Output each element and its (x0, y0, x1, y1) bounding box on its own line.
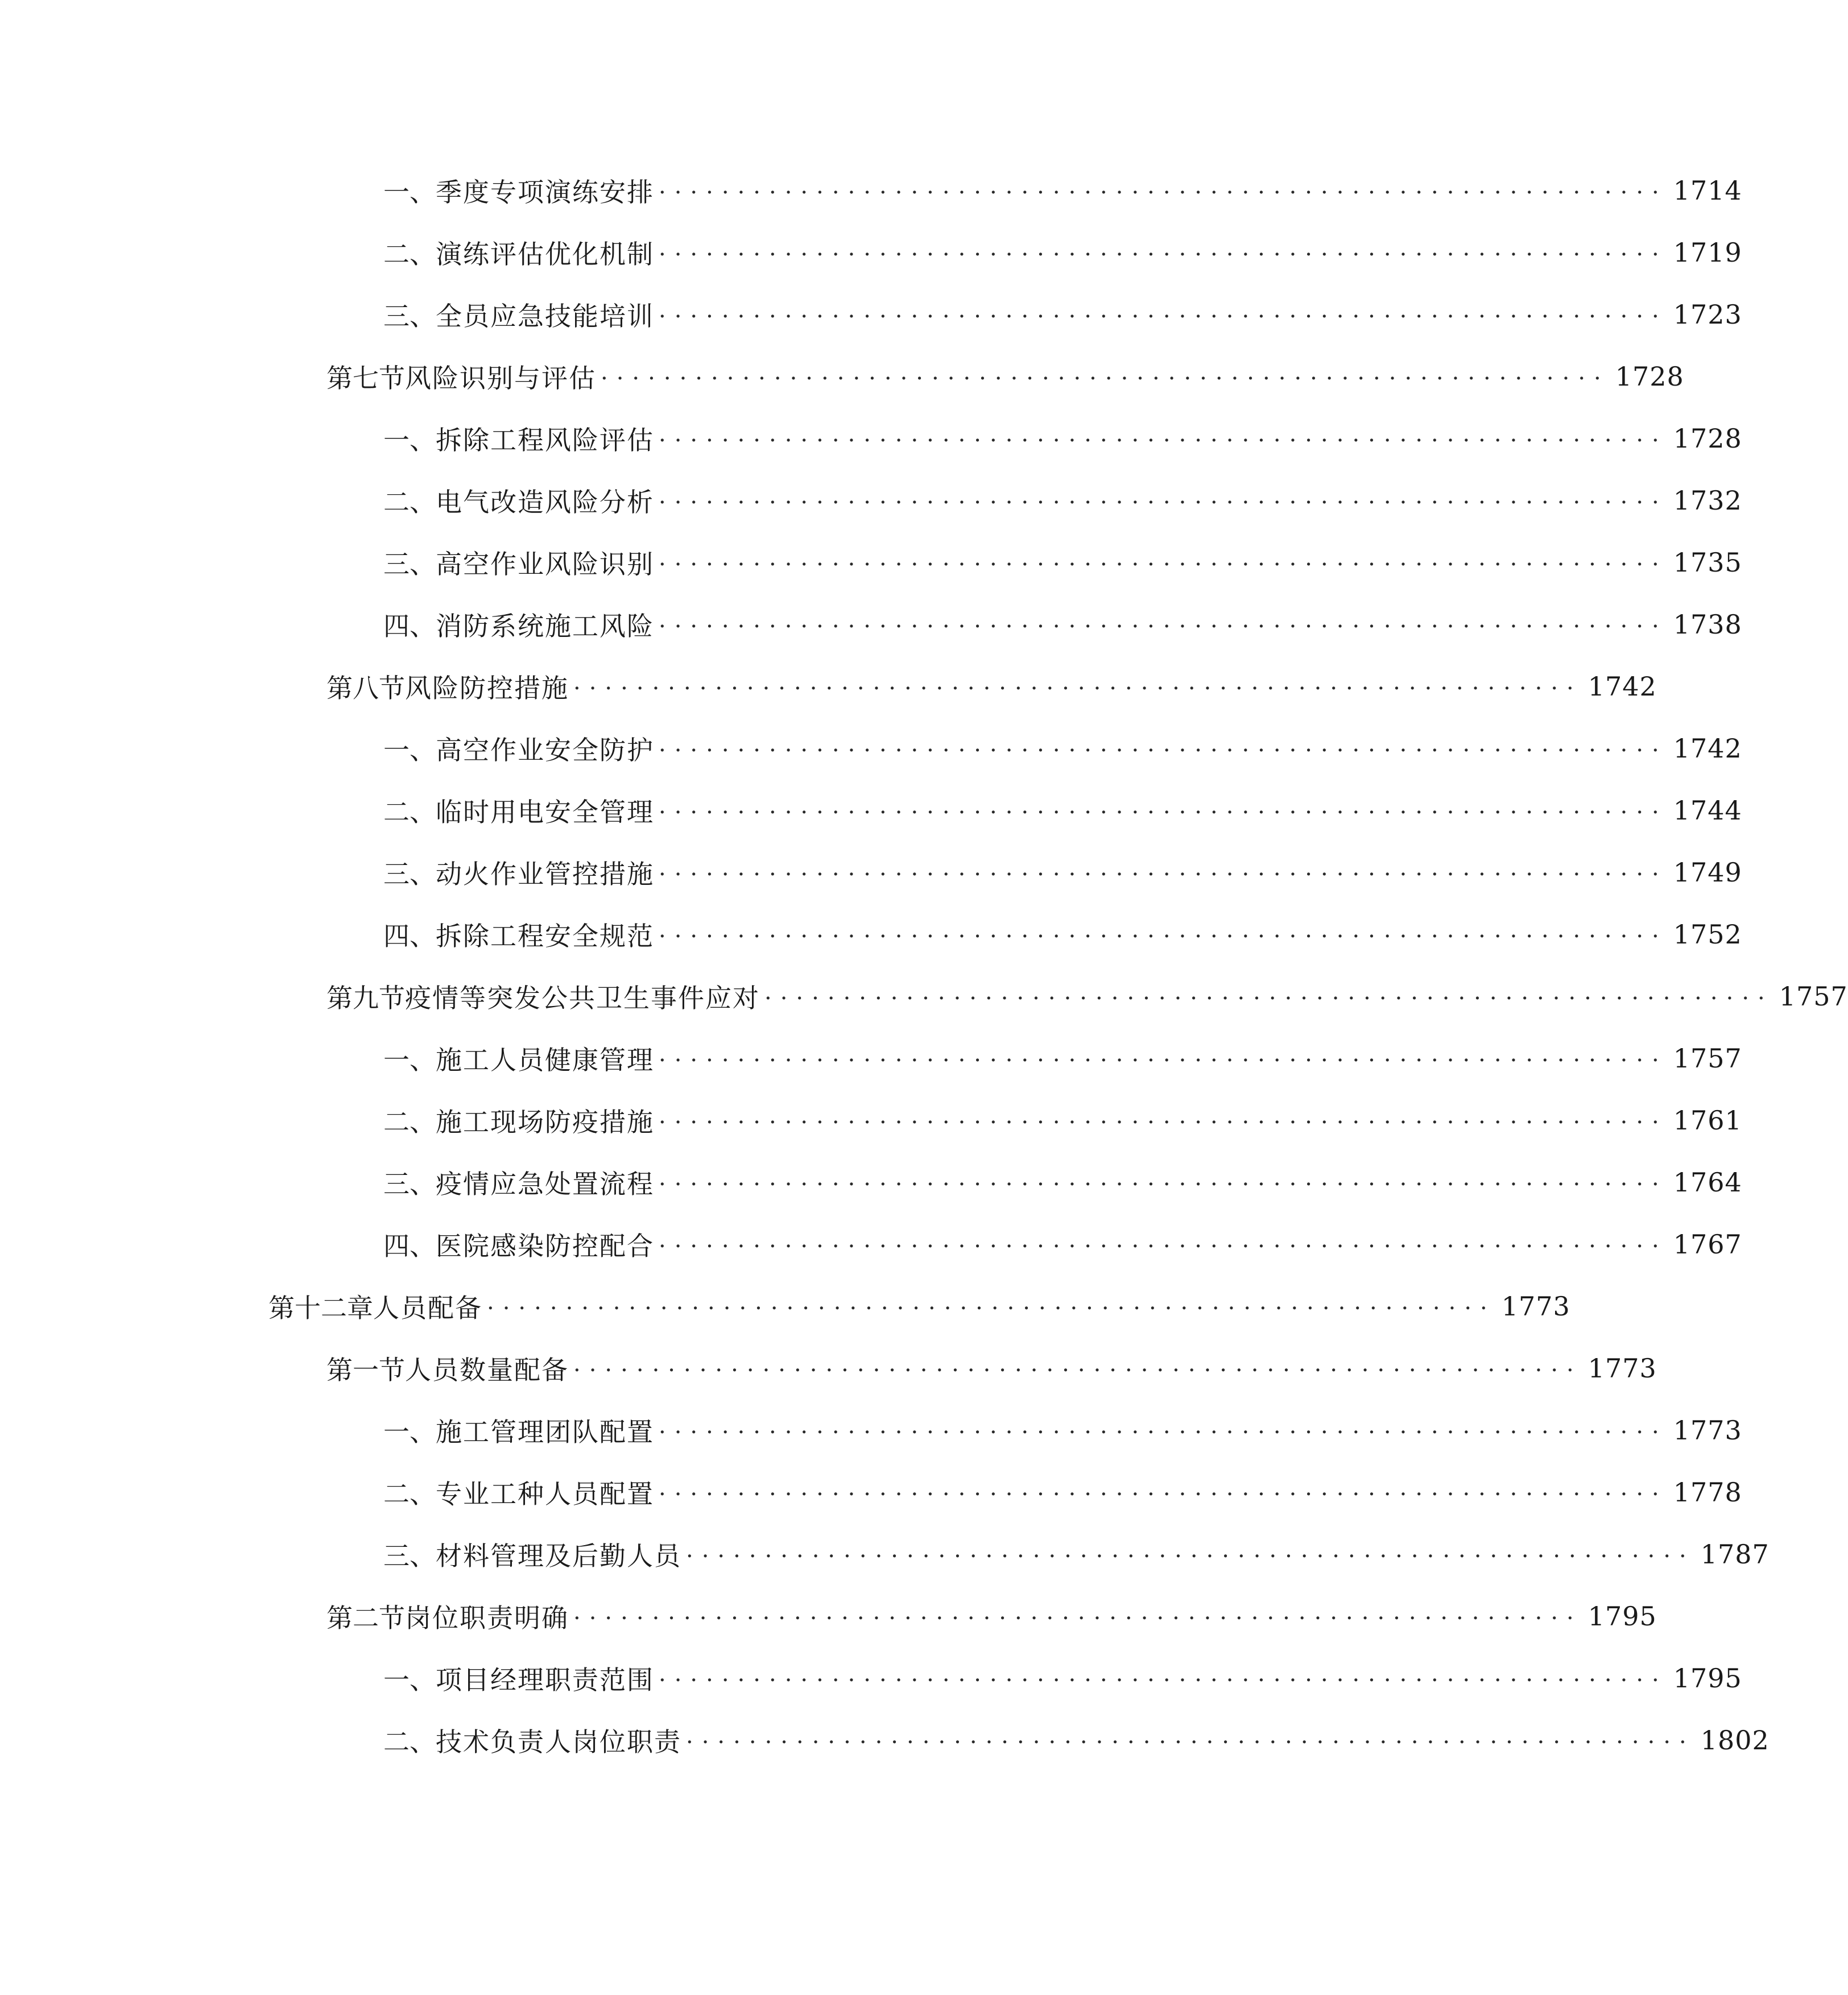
toc-entry-marker: 二、 (383, 1727, 436, 1757)
dot-leader: ································································ (659, 1172, 1668, 1198)
toc-entry[interactable] (0, 1346, 1657, 1391)
toc-entry-page: 1778 (1673, 1477, 1742, 1508)
toc-entry[interactable] (0, 1408, 1742, 1453)
dot-leader: ································································ (686, 1729, 1695, 1756)
toc-entry-marker: 一、 (383, 1417, 436, 1447)
toc-entry-page: 1773 (1673, 1415, 1742, 1446)
toc-entry[interactable] (0, 168, 1742, 213)
toc-entry-title: 施工管理团队配置 (436, 1417, 654, 1447)
toc-entry-marker: 一、 (383, 425, 436, 456)
toc-entry-page: 1742 (1673, 733, 1742, 764)
toc-entry-marker: 三、 (383, 1169, 436, 1199)
dot-leader: ································································ (659, 1481, 1668, 1508)
toc-entry[interactable] (0, 540, 1742, 585)
toc-entry-page: 1773 (1587, 1353, 1657, 1384)
toc-entry[interactable] (0, 292, 1742, 337)
toc-entry-page: 1714 (1673, 175, 1742, 206)
toc-entry[interactable] (0, 1160, 1742, 1205)
dot-leader: ································································ (659, 1110, 1668, 1136)
toc-entry-marker: 第七节 (326, 363, 405, 394)
toc-entry-page: 1738 (1673, 609, 1742, 640)
dot-leader: ································································ (659, 862, 1668, 888)
toc-entry[interactable] (0, 1098, 1742, 1143)
toc-entry-title: 演练评估优化机制 (436, 239, 654, 270)
toc-entry-page: 1787 (1700, 1539, 1770, 1570)
toc-entry[interactable] (0, 1284, 1570, 1329)
toc-entry-title: 技术负责人岗位职责 (436, 1727, 681, 1757)
toc-entry-title: 施工人员健康管理 (436, 1045, 654, 1075)
dot-leader: ································································ (573, 1357, 1582, 1384)
toc-entry-marker: 一、 (383, 177, 436, 208)
toc-entry-title: 疫情等突发公共卫生事件应对 (405, 983, 760, 1013)
toc-entry-title: 消防系统施工风险 (436, 611, 654, 641)
toc-entry[interactable] (0, 726, 1742, 771)
toc-entry[interactable] (0, 788, 1742, 833)
toc-entry-marker: 二、 (383, 487, 436, 518)
toc-entry-page: 1757 (1779, 981, 1848, 1012)
toc-entry-marker: 第九节 (326, 983, 405, 1013)
toc-entry-page: 1723 (1673, 299, 1742, 330)
toc-entry-title: 疫情应急处置流程 (436, 1169, 654, 1199)
toc-entry-marker: 二、 (383, 797, 436, 827)
dot-leader: ································································ (573, 676, 1582, 702)
toc-entry-title: 高空作业风险识别 (436, 549, 654, 580)
dot-leader: ································································ (659, 924, 1668, 950)
toc-entry-title: 拆除工程安全规范 (436, 921, 654, 951)
toc-entry-marker: 第八节 (326, 673, 405, 703)
toc-entry-title: 全员应急技能培训 (436, 301, 654, 332)
dot-leader: ································································ (659, 1419, 1668, 1446)
toc-entry-title: 拆除工程风险评估 (436, 425, 654, 456)
toc-entry[interactable] (0, 1532, 1770, 1577)
toc-entry-marker: 二、 (383, 239, 436, 270)
toc-entry-title: 施工现场防疫措施 (436, 1107, 654, 1137)
toc-entry[interactable] (0, 354, 1684, 399)
toc-entry[interactable] (0, 850, 1742, 895)
toc-entry-marker: 二、 (383, 1479, 436, 1509)
dot-leader: ································································ (659, 1234, 1668, 1260)
dot-leader: ································································ (659, 552, 1668, 578)
dot-leader: ································································ (659, 242, 1668, 268)
dot-leader: ································································ (659, 1048, 1668, 1074)
toc-entry-marker: 第一节 (326, 1355, 405, 1385)
toc-entry-title: 项目经理职责范围 (436, 1665, 654, 1695)
toc-entry[interactable] (0, 664, 1657, 709)
toc-entry-page: 1728 (1673, 423, 1742, 454)
toc-entry-title: 专业工种人员配置 (436, 1479, 654, 1509)
toc-entry-marker: 一、 (383, 735, 436, 765)
toc-entry-page: 1744 (1673, 795, 1742, 826)
toc-entry-page: 1742 (1587, 671, 1657, 702)
dot-leader: ································································ (659, 304, 1668, 330)
dot-leader: ································································ (659, 738, 1668, 764)
toc-entry-title: 风险防控措施 (405, 673, 569, 703)
dot-leader: ································································ (487, 1295, 1496, 1322)
dot-leader: ································································ (686, 1543, 1695, 1570)
toc-entry-marker: 三、 (383, 859, 436, 889)
toc-entry-page: 1735 (1673, 547, 1742, 578)
toc-entry-marker: 一、 (383, 1665, 436, 1695)
toc-entry-title: 风险识别与评估 (405, 363, 596, 394)
dot-leader: ································································ (573, 1605, 1582, 1632)
toc-entry[interactable] (0, 974, 1848, 1019)
toc-entry[interactable] (0, 1655, 1742, 1701)
toc-entry-title: 岗位职责明确 (405, 1603, 569, 1633)
dot-leader: ································································ (659, 800, 1668, 826)
toc-entry[interactable] (0, 912, 1742, 957)
toc-entry-page: 1752 (1673, 919, 1742, 950)
toc-entry-page: 1749 (1673, 857, 1742, 888)
toc-entry-page: 1728 (1615, 361, 1684, 392)
toc-entry-title: 电气改造风险分析 (436, 487, 654, 518)
toc-entry[interactable] (0, 602, 1742, 647)
toc-entry-title: 动火作业管控措施 (436, 859, 654, 889)
toc-entry-title: 医院感染防控配合 (436, 1231, 654, 1261)
toc-entry-page: 1732 (1673, 485, 1742, 516)
toc-entry-marker: 第十二章 (268, 1293, 373, 1323)
toc-entry-marker: 第二节 (326, 1603, 405, 1633)
toc-entry-title: 季度专项演练安排 (436, 177, 654, 208)
toc-entry-marker: 二、 (383, 1107, 436, 1137)
toc-entry[interactable] (0, 478, 1742, 523)
dot-leader: ································································ (601, 366, 1610, 392)
toc-entry[interactable] (0, 230, 1742, 275)
toc-entry[interactable] (0, 1222, 1742, 1267)
toc-entry[interactable] (0, 1470, 1742, 1515)
toc-entry-page: 1802 (1700, 1725, 1770, 1756)
dot-leader: ································································ (764, 986, 1773, 1012)
toc-entry-marker: 四、 (383, 1231, 436, 1261)
toc-entry[interactable] (0, 416, 1742, 461)
toc-entry-page: 1767 (1673, 1229, 1742, 1260)
toc-entry[interactable] (0, 1717, 1770, 1763)
toc-entry-marker: 一、 (383, 1045, 436, 1075)
toc-entry-marker: 三、 (383, 1541, 436, 1571)
toc-entry-page: 1757 (1673, 1043, 1742, 1074)
toc-entry-marker: 三、 (383, 301, 436, 332)
toc-entry-marker: 四、 (383, 611, 436, 641)
toc-entry-page: 1795 (1587, 1601, 1657, 1632)
toc-entry-title: 人员配备 (373, 1293, 482, 1323)
toc-entry[interactable] (0, 1036, 1742, 1081)
toc-entry-marker: 三、 (383, 549, 436, 580)
toc-entry-page: 1795 (1673, 1663, 1742, 1694)
toc-entry-title: 临时用电安全管理 (436, 797, 654, 827)
toc-entry[interactable] (0, 1593, 1657, 1639)
toc-entry-title: 高空作业安全防护 (436, 735, 654, 765)
toc-entry-page: 1719 (1673, 237, 1742, 268)
dot-leader: ································································ (659, 614, 1668, 640)
dot-leader: ································································ (659, 428, 1668, 454)
toc-entry-page: 1773 (1501, 1291, 1570, 1322)
toc-entry-title: 材料管理及后勤人员 (436, 1541, 681, 1571)
toc-entry-marker: 四、 (383, 921, 436, 951)
dot-leader: ································································ (659, 1667, 1668, 1694)
toc-entry-page: 1761 (1673, 1105, 1742, 1136)
dot-leader: ································································ (659, 490, 1668, 516)
dot-leader: ································································ (659, 180, 1668, 206)
toc-entry-title: 人员数量配备 (405, 1355, 569, 1385)
toc-entry-page: 1764 (1673, 1167, 1742, 1198)
